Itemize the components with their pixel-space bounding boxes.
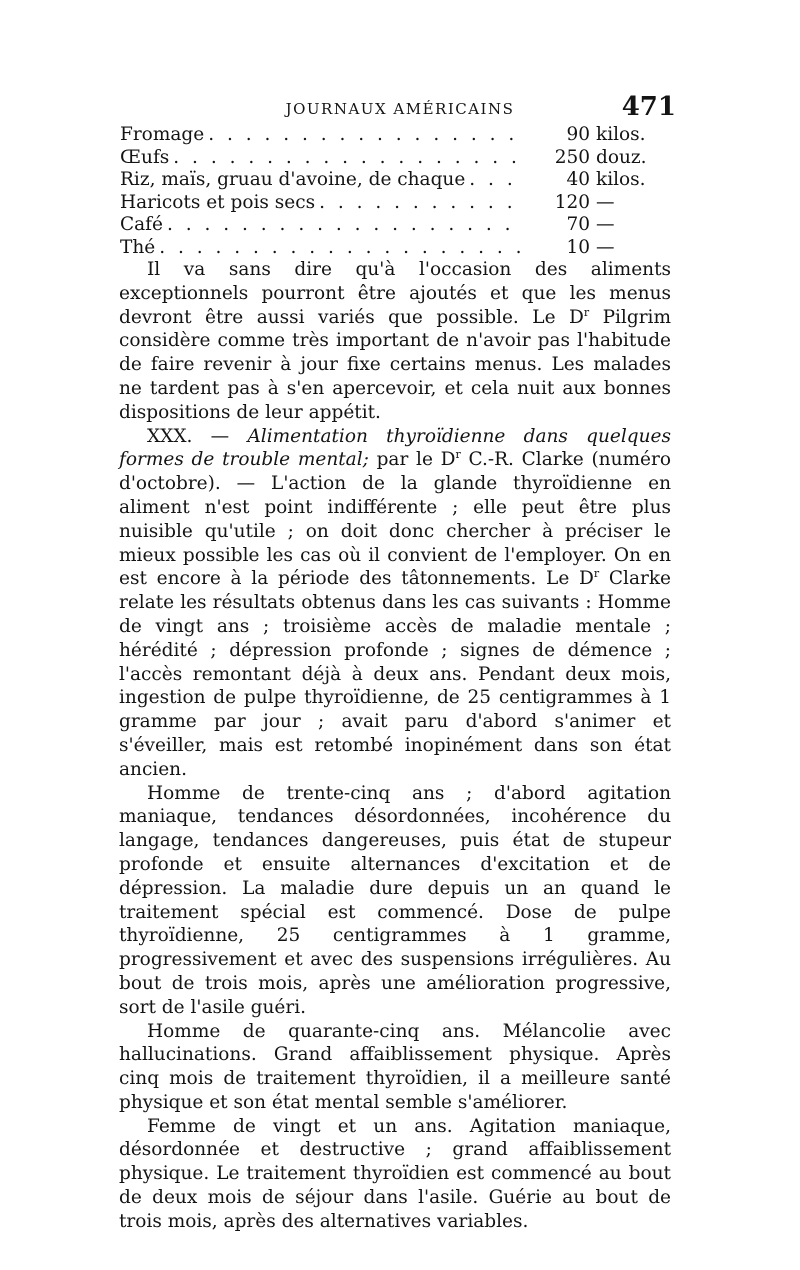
item-unit: — (596, 191, 615, 213)
table-row (120, 169, 676, 192)
item-quantity: 250 (554, 146, 590, 168)
item-label: Haricots et pois secs (120, 191, 316, 213)
article-number: XXX. — (147, 425, 248, 447)
item-label: Riz, maïs, gruau d'avoine, de chaque (120, 169, 466, 190)
running-head (120, 92, 680, 122)
item-label: Thé (120, 236, 156, 258)
item-quantity: 10 (566, 236, 590, 258)
item-quantity: 70 (566, 214, 590, 235)
item-quantity: 40 (566, 169, 590, 190)
body-text (119, 258, 671, 1234)
item-unit: — (596, 214, 615, 235)
dot-leader (155, 237, 520, 260)
item-label: Œufs (120, 146, 170, 168)
item-unit: douz. (596, 146, 647, 168)
page-number: 471 (621, 92, 676, 122)
paragraph-case-4: Femme de vingt et un ans. Agitation maniaque, désordonnée et destructive ; grand affaiblissement physique. Le traitement thyroïdien est commencé au bout de deux mois de séjour dans l'asile. Guérie au bout de trois mois, après des alternatives variables. (119, 1115, 671, 1232)
table-row (120, 214, 676, 237)
item-label: Café (120, 214, 163, 235)
table-row (120, 124, 676, 147)
dot-leader (169, 147, 520, 170)
table-row (120, 192, 676, 215)
ration-table (120, 124, 676, 259)
paragraph-article-xxx: XXX. — Alimentation thyroïdienne dans quelques formes de trouble mental; par le $D^r$ C.-R. Clarke (numéro d'octobre). — L'action de la glande thyroïdienne en aliment n'est point indifférente ; elle peut être plus nuisible qu'utile ; on doit donc chercher à préciser le mieux possible les cas où il convient de l'employer. On en est encore à la période des tâtonnements. Le $D^r$ Clarke relate les résultats obtenus dans les cas suivants : Homme de vingt ans ; troisième accès de maladie mentale ; hérédité ; dépression profonde ; signes de démence ; l'accès remontant déjà à deux ans. Pendant deux mois, ingestion de pulpe thyroïdienne, de 25 centigrammes à 1 gramme par jour ; avait paru d'abord s'animer et s'éveiller, mais est retombé inopinément dans son état ancien. (119, 425, 671, 780)
paragraph-menus: Il va sans dire qu'à l'occasion des aliments exceptionnels pourront être ajoutés et que les menus devront être aussi variés que possible. Le $D^r$ Pilgrim considère comme très important de n'avoir pas l'habitude de faire revenir à jour fixe certains menus. Les malades ne tardent pas à s'en apercevoir, et cela nuit aux bonnes dispositions de leur appétit. (119, 259, 671, 423)
paragraph-case-2: Homme de trente-cinq ans ; d'abord agitation maniaque, tendances désordonnées, incohérence du langage, tendances dangereuses, puis état de stupeur profonde et ensuite alternances d'excitation et de dépression. La maladie dure depuis un an quand le traitement spécial est commencé. Dose de pulpe thyroïdienne, 25 centigrammes à 1 gramme, progressivement et avec des suspensions irrégulières. Au bout de trois mois, après une amélioration progressive, sort de l'asile guéri. (119, 782, 671, 1018)
dot-leader (315, 192, 520, 215)
item-unit: — (596, 236, 615, 258)
item-label: Fromage (120, 124, 205, 145)
article-title: Alimentation thyroïdienne dans quelques formes de trouble mental; (119, 425, 671, 471)
item-quantity: 120 (554, 191, 590, 213)
table-row (120, 237, 676, 260)
dot-leader (204, 124, 520, 147)
item-quantity: 90 (566, 124, 590, 145)
running-title: JOURNAUX AMÉRICAINS (285, 100, 515, 118)
table-row (120, 147, 676, 170)
paragraph-case-3: Homme de quarante-cinq ans. Mélancolie avec hallucinations. Grand affaiblissement physique. Après cinq mois de traitement thyroïdien, il a meilleure santé physique et son état mental semble s'améliorer. (119, 1020, 671, 1113)
item-unit: kilos. (596, 169, 646, 190)
dot-leader (163, 214, 520, 237)
item-unit: kilos. (596, 124, 646, 145)
dot-leader (465, 169, 520, 192)
